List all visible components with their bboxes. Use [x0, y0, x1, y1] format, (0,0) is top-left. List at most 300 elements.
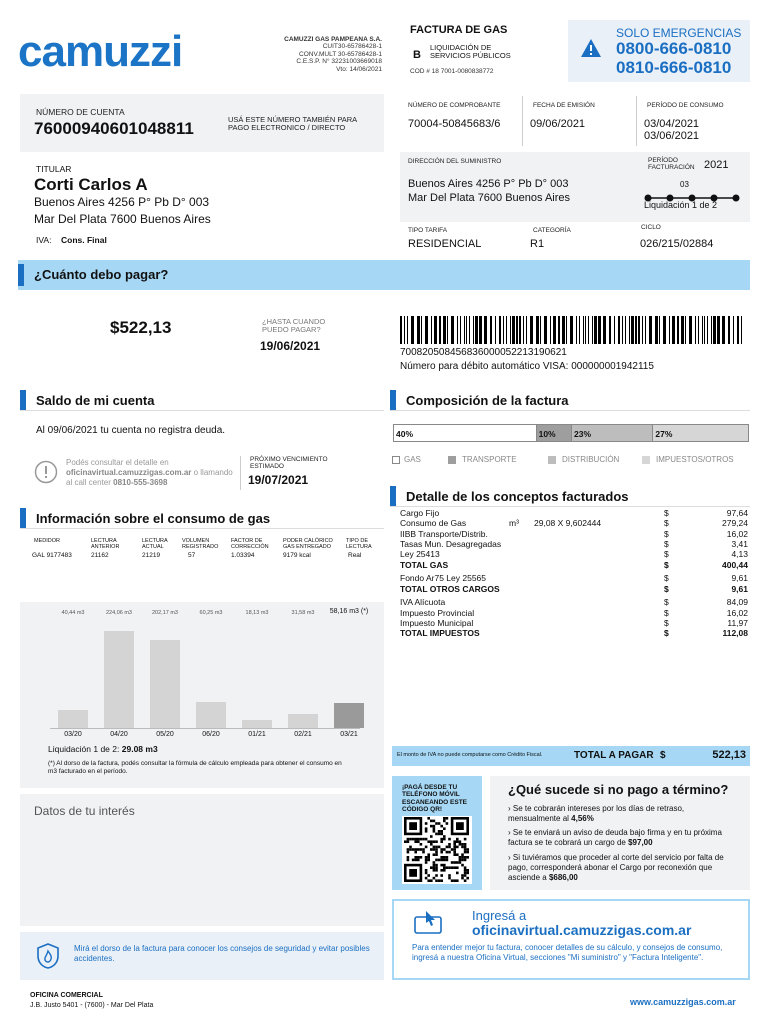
qr-module [433, 869, 436, 872]
qr-module [407, 859, 410, 862]
composition-segment: 10% [536, 425, 571, 441]
section-rule [20, 528, 384, 529]
chevron-right-icon: › [508, 804, 511, 813]
barcode-bar [512, 316, 515, 344]
qr-module [435, 874, 438, 877]
qr-module [451, 866, 454, 869]
click-icon [414, 909, 442, 935]
qr-module [453, 848, 456, 851]
next-due-label: PRÓXIMO VENCIMIENTO ESTIMADO [250, 456, 328, 471]
legend-distribution: DISTRIBUCIÓN [562, 455, 620, 464]
qr-module [461, 853, 464, 856]
section-marker [390, 486, 396, 506]
balance-heading [20, 389, 154, 411]
composition-heading [390, 389, 569, 411]
issue-date-label: FECHA DE EMISIÓN [533, 102, 595, 109]
barcode-bar [576, 316, 577, 344]
qr-module [440, 825, 443, 828]
qr-module [433, 877, 436, 880]
qr-module [440, 856, 443, 859]
qr-module [466, 851, 469, 854]
qr-module [448, 838, 451, 841]
qr-module [435, 846, 438, 849]
qr-module [451, 848, 454, 851]
cell-curr-reading: 21219 [142, 552, 161, 559]
divider [522, 96, 523, 146]
qr-finder [456, 822, 464, 830]
barcode-bar [713, 316, 716, 344]
balance-title: Saldo de mi cuenta [36, 392, 155, 408]
qr-module [456, 846, 459, 849]
chart-value-label: 224,06 m3 [106, 610, 132, 616]
qr-module [456, 861, 459, 864]
qr-module [407, 856, 410, 859]
barcode-bar [645, 316, 646, 344]
company-vto: Vto: 14/06/2021 [336, 65, 382, 73]
qr-module [461, 843, 464, 846]
qr-module [446, 817, 449, 820]
legend-taxes: IMPUESTOS/OTROS [656, 455, 734, 464]
chart-value-label: 60,25 m3 [199, 610, 223, 616]
supply-address-label: DIRECCIÓN DEL SUMINISTRO [408, 158, 502, 165]
qr-module [443, 856, 446, 859]
barcode-bar [707, 316, 708, 344]
chevron-right-icon: › [508, 853, 511, 862]
account-note: USÁ ESTE NÚMERO TAMBIÉN PARA PAGO ELECTRONICO / DIRECTO [228, 115, 357, 133]
billing-period-number: 03 [680, 180, 689, 189]
chart-value-label: 40,44 m3 [61, 610, 85, 616]
qr-finder [409, 822, 417, 830]
qr-module [461, 874, 464, 877]
composition-legend [390, 455, 750, 467]
qr-module [422, 851, 425, 854]
qr-module [430, 843, 433, 846]
barcode-bar [519, 316, 521, 344]
virtual-office-panel [392, 899, 750, 980]
legend-swatch-distribution [548, 456, 556, 464]
qr-module [461, 856, 464, 859]
barcode-bar [421, 316, 422, 344]
doc-letter: B [413, 49, 421, 61]
doc-title: FACTURA DE GAS [410, 24, 508, 36]
detail-amount: 97,64 [726, 508, 748, 518]
qr-module [404, 840, 407, 843]
composition-segment: 27% [652, 425, 748, 441]
barcode-bar [479, 316, 482, 344]
tariff-value: RESIDENCIAL [408, 238, 482, 250]
holder-address-2: Mar Del Plata 7600 Buenos Aires [34, 212, 211, 226]
company-conv: CONV.MULT 30-65786428-1 [299, 50, 382, 58]
qr-module [438, 822, 441, 825]
qr-module [425, 827, 428, 830]
detail-currency: $ [664, 607, 669, 618]
col-header: VOLUMEN REGISTRADO [182, 538, 219, 551]
barcode-bar [473, 316, 474, 344]
chart-value-label: 31,58 m3 [291, 610, 315, 616]
qr-code[interactable] [402, 816, 472, 884]
qr-module [453, 846, 456, 849]
detail-calc: 29,08 X 9,602444 [534, 518, 602, 529]
qr-module [448, 843, 451, 846]
qr-module [414, 840, 417, 843]
barcode-bar [631, 316, 634, 344]
barcode-bar [570, 316, 573, 344]
chart-category-label: 03/21 [340, 731, 358, 738]
detail-amount: 400,44 [722, 559, 748, 570]
barcode-bar [622, 316, 623, 344]
qr-module [440, 838, 443, 841]
billing-year: 2021 [704, 159, 729, 171]
barcode-bar [609, 316, 611, 344]
qr-module [425, 838, 428, 841]
account-number: 76000940601048811 [34, 119, 194, 138]
qr-module [420, 843, 423, 846]
cell-reading-type: Real [348, 552, 362, 559]
meter-table [20, 530, 384, 594]
legend-transport: TRANSPORTE [462, 455, 517, 464]
safety-text: Mirá el dorso de la factura para conocer los consejos de seguridad y evitar posibles accidentes. [74, 944, 370, 964]
section-marker [390, 390, 396, 410]
liquidation-indicator: Liquidación 1 de 2 [644, 200, 718, 210]
detail-amount: 9,61 [731, 573, 748, 584]
balance-message: Al 09/06/2021 tu cuenta no registra deuda. [36, 425, 226, 436]
qr-module [430, 835, 433, 838]
qr-module [440, 830, 443, 833]
barcode-bar [594, 316, 597, 344]
cell-volume: 57 [188, 552, 196, 559]
qr-module [443, 817, 446, 820]
barcode-bar [526, 316, 527, 344]
qr-module [464, 874, 467, 877]
qr-module [435, 833, 438, 836]
barcode-bar [663, 316, 666, 344]
qr-module [456, 872, 459, 875]
detail-amount: 3,41 [731, 538, 748, 549]
chart-category-label: 03/20 [64, 731, 82, 738]
qr-module [427, 856, 430, 859]
detail-row [400, 618, 748, 628]
detail-amount: 279,24 [722, 518, 748, 529]
composition-segment: 40% [394, 425, 536, 441]
barcode-bar [728, 316, 730, 344]
liquidation-summary [48, 744, 158, 754]
emergency-phone-2[interactable]: 0810-666-0810 [616, 58, 732, 77]
category-label: CATEGORÍA [533, 227, 571, 234]
qr-module [438, 833, 441, 836]
detail-label: Cargo Fijo [400, 508, 440, 518]
cell-calorific: 9179 kcal [283, 552, 311, 559]
debit-note: Número para débito automático VISA: 000000001942115 [400, 361, 654, 372]
qr-module [427, 879, 430, 882]
barcode-bar [460, 316, 461, 344]
details-title: Detalle de los conceptos facturados [406, 488, 629, 504]
company-name: CAMUZZI GAS PAMPEANA S.A. [284, 36, 382, 43]
period-to: 03/06/2021 [644, 130, 700, 142]
qr-module [409, 838, 412, 841]
chart-x-axis [50, 728, 360, 729]
detail-label: Fondo Ar75 Ley 25565 [400, 573, 487, 584]
qr-module [430, 848, 433, 851]
safety-panel [20, 932, 384, 980]
qr-module [425, 822, 428, 825]
detail-currency: $ [664, 549, 669, 560]
barcode-bar [689, 316, 692, 344]
detail-row [400, 584, 748, 594]
barcode-bar [737, 316, 739, 344]
qr-module [435, 848, 438, 851]
detail-currency: $ [664, 597, 669, 608]
detail-row [400, 518, 748, 528]
detail-row [400, 628, 748, 638]
online-text-1: Podés consultar el detalle en [66, 458, 169, 467]
qr-module [466, 877, 469, 880]
qr-module [440, 879, 443, 882]
detail-amount: 112,08 [722, 628, 748, 639]
section-rule [390, 506, 750, 507]
qr-module [430, 820, 433, 823]
qr-module [456, 879, 459, 882]
payment-title: ¿Cuánto debo pagar? [34, 267, 169, 282]
qr-module [464, 859, 467, 862]
qr-module [425, 872, 428, 875]
qr-module [427, 840, 430, 843]
chevron-right-icon: › [508, 828, 511, 837]
qr-module [453, 840, 456, 843]
chart-bar [196, 702, 226, 728]
col-header: PODER CALÓRICO GAS ENTREGADO [283, 538, 333, 551]
website-link[interactable]: www.camuzzigas.com.ar [630, 997, 736, 1007]
detail-label: TOTAL GAS [400, 559, 449, 570]
section-marker [18, 264, 24, 286]
barcode-bar [592, 316, 593, 344]
company-cesp: C.E.S.P. N° 32231003669018 [296, 58, 382, 66]
barcode-bar [523, 316, 524, 344]
barcode-bar [451, 316, 454, 344]
holder-label: TITULAR [36, 164, 72, 174]
due-label: ¿HASTA CUANDO PUEDO PAGAR? [262, 317, 326, 335]
info-icon [34, 460, 58, 484]
doc-code: COD # 18 7001-0080838772 [410, 68, 494, 75]
detail-label: TOTAL IMPUESTOS [400, 628, 480, 639]
qr-module [420, 856, 423, 859]
qr-module [464, 872, 467, 875]
qr-module [456, 838, 459, 841]
barcode-bar [677, 316, 679, 344]
qr-module [417, 856, 420, 859]
late-text-2: Se te enviará un aviso de deuda bajo firma y en tu próxima factura se te cobrará un cargo de [508, 828, 722, 847]
virtual-url[interactable]: oficinavirtual.camuzzigas.com.ar [472, 922, 692, 938]
detail-currency: $ [664, 528, 669, 539]
barcode-bar [540, 316, 541, 344]
detail-label: IIBB Transporte/Distrib. [400, 528, 488, 539]
qr-module [440, 859, 443, 862]
detail-label: Consumo de Gas [400, 518, 467, 529]
barcode-bar [469, 316, 470, 344]
details-heading [390, 485, 629, 507]
supply-address-2: Mar Del Plata 7600 Buenos Aires [408, 192, 571, 204]
barcode-bar [722, 316, 725, 344]
chart-category-label: 05/20 [156, 731, 174, 738]
qr-module [417, 840, 420, 843]
detail-label: Impuesto Municipal [400, 618, 474, 628]
detail-row [400, 529, 748, 539]
chart-value-label: 18,13 m3 [245, 610, 269, 616]
qr-module [433, 848, 436, 851]
qr-module [459, 861, 462, 864]
barcode-bar [669, 316, 670, 344]
qr-module [443, 859, 446, 862]
qr-module [433, 827, 436, 830]
qr-module [464, 869, 467, 872]
holder-address-1: Buenos Aires 4256 P° Pb D° 003 [34, 195, 210, 209]
qr-module [440, 833, 443, 836]
qr-module [425, 861, 428, 864]
barcode-bar [717, 316, 720, 344]
barcode-bar [603, 316, 606, 344]
late-text-1: Se te cobrarán intereses por los días de retraso, mensualmente al [508, 804, 685, 823]
qr-module [448, 851, 451, 854]
call-center-phone[interactable]: 0810-555-3698 [113, 478, 168, 487]
qr-module [451, 879, 454, 882]
qr-module [435, 864, 438, 867]
detail-row [400, 539, 748, 549]
chart-category-label: 06/20 [202, 731, 220, 738]
chart-bar [288, 714, 318, 728]
barcode-bar [642, 316, 643, 344]
consumption-title: Información sobre el consumo de gas [36, 510, 271, 526]
late-title: ¿Qué sucede si no pago a término? [508, 782, 729, 797]
detail-currency: $ [664, 538, 669, 549]
due-date: 19/06/2021 [260, 339, 321, 353]
qr-module [433, 830, 436, 833]
warning-icon [580, 38, 602, 58]
barcode-bar [588, 316, 589, 344]
qr-module [427, 853, 430, 856]
qr-module [466, 848, 469, 851]
qr-module [443, 864, 446, 867]
qr-module [459, 840, 462, 843]
amount-due: $522,13 [110, 318, 172, 337]
detail-row [400, 508, 748, 518]
interest-title: Datos de tu interés [34, 804, 135, 818]
qr-module [461, 877, 464, 880]
qr-module [443, 869, 446, 872]
late-value-3: $686,00 [548, 873, 578, 882]
detail-currency: $ [664, 628, 669, 639]
qr-module [435, 879, 438, 882]
composition-title: Composición de la factura [406, 392, 569, 408]
qr-panel [392, 776, 482, 890]
barcode-bar [629, 316, 630, 344]
qr-module [425, 856, 428, 859]
qr-module [443, 820, 446, 823]
barcode-bar [484, 316, 487, 344]
col-header: LECTURA ACTUAL [142, 538, 168, 551]
qr-module [433, 866, 436, 869]
qr-module [435, 869, 438, 872]
barcode-bar [579, 316, 580, 344]
qr-module [417, 859, 420, 862]
chart-bar [104, 631, 134, 728]
barcode-bar [566, 316, 567, 344]
barcode-bar [434, 316, 437, 344]
barcode-bar [407, 316, 408, 344]
consumption-period-label: PERÍODO DE CONSUMO [647, 102, 724, 109]
col-header: LECTURA ANTERIOR [91, 538, 120, 551]
chart-value-label: 58,16 m3 (*) [329, 608, 369, 615]
category-value: R1 [530, 238, 545, 250]
qr-module [443, 827, 446, 830]
qr-module [446, 866, 449, 869]
qr-module [409, 848, 412, 851]
detail-row [400, 560, 748, 570]
company-info [250, 36, 382, 73]
logo-text: camuzzi [18, 28, 183, 72]
col-header: FACTOR DE CORRECCIÓN [231, 538, 269, 551]
detail-row [400, 608, 748, 618]
barcode-bar [495, 316, 496, 344]
office-address: J.B. Justo 5401 - (7600) - Mar Del Plata [30, 1002, 154, 1009]
chart-bar [58, 710, 88, 728]
barcode-bar [499, 316, 501, 344]
detail-label: Impuesto Provincial [400, 607, 475, 618]
company-cuit: CUIT30-65786428-1 [322, 43, 382, 51]
detail-currency: $ [664, 518, 669, 529]
next-due-date: 19/07/2021 [248, 473, 309, 487]
qr-module [425, 846, 428, 849]
holder-name: Corti Carlos A [34, 175, 148, 194]
barcode-bar [439, 316, 441, 344]
cell-prev-reading: 21162 [91, 552, 109, 559]
qr-module [440, 840, 443, 843]
qr-text: ¡PAGÁ DESDE TU TELÉFONO MÓVIL ESCANEANDO ESTE CÓDIGO QR! [402, 784, 468, 814]
qr-module [453, 879, 456, 882]
composition-segment: 23% [571, 425, 652, 441]
qr-module [451, 861, 454, 864]
detail-row [400, 597, 748, 607]
online-text-2: o llamando al call center [66, 468, 233, 487]
late-bullet-3 [508, 853, 730, 883]
qr-module [448, 874, 451, 877]
chart-bar [334, 703, 364, 728]
qr-module [440, 851, 443, 854]
supply-address-1: Buenos Aires 4256 P° Pb D° 003 [408, 178, 569, 190]
barcode-bar [417, 316, 420, 344]
barcode-bar [404, 316, 405, 344]
qr-module [425, 877, 428, 880]
detail-unit: m³ [509, 518, 519, 529]
qr-module [407, 851, 410, 854]
legend-swatch-taxes [642, 456, 650, 464]
qr-module [435, 822, 438, 825]
barcode-bar [585, 316, 586, 344]
chart-category-label: 01/21 [248, 731, 266, 738]
chart-category-label: 02/21 [294, 731, 312, 738]
section-marker [20, 508, 26, 528]
qr-module [407, 848, 410, 851]
emergency-phone-1[interactable]: 0800-666-0810 [616, 39, 732, 58]
online-url[interactable]: oficinavirtual.camuzzigas.com.ar [66, 468, 192, 477]
qr-module [430, 840, 433, 843]
qr-module [461, 859, 464, 862]
qr-module [464, 866, 467, 869]
qr-module [456, 866, 459, 869]
qr-module [448, 866, 451, 869]
barcode-bar [614, 316, 615, 344]
barcode-number: 700820508456836000052213190621 [400, 347, 567, 358]
qr-module [443, 835, 446, 838]
detail-amount: 9,61 [731, 583, 748, 594]
